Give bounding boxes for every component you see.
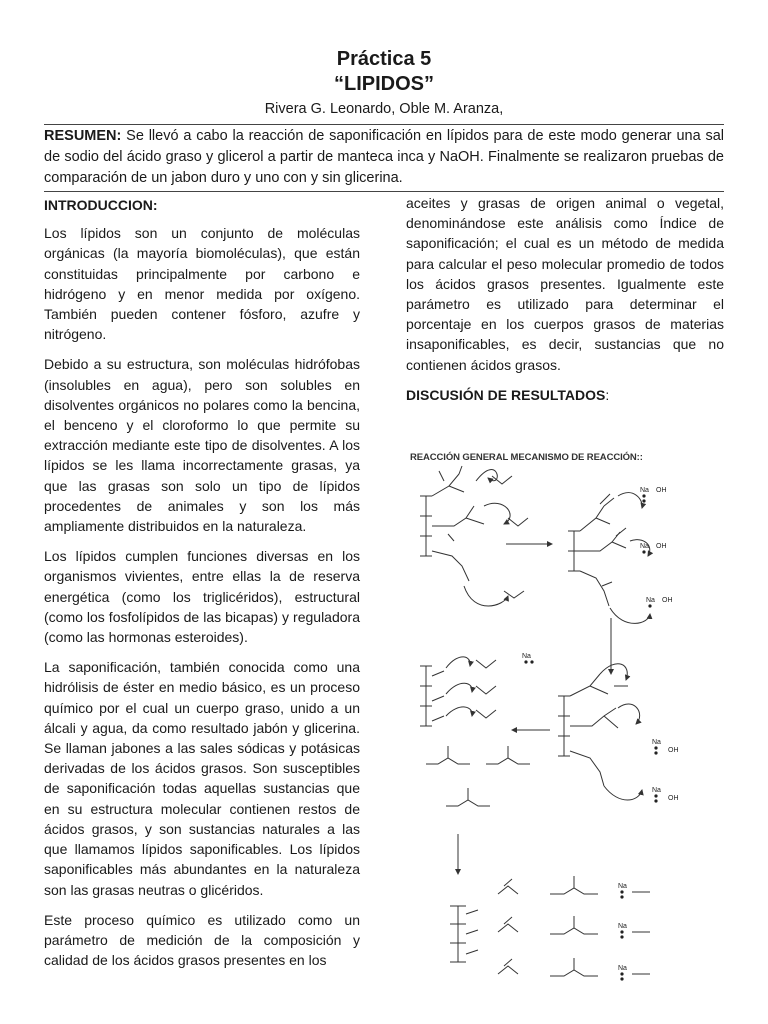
intro-paragraph-4: La saponificación, también conocida como una hidrólisis de éster en medio básico, es un proceso químico por el cual un cuerpo graso, unido a un álcali y agua, da como resultado jabón y glicerina. Se llaman jabones a las sales sódicas y potásicas derivadas de los ácidos grasos. Son susceptibles de saponificación todas aquellas sustancias que en su estructura molecular contienen restos de ácidos grasos, y son sustancias naturales a las que llamamos lípidos saponificables. Los lípidos saponificables más abundantes en la naturaleza son las grasas neutras o glicéridos. <box>44 659 360 898</box>
svg-text:Na: Na <box>640 487 649 494</box>
results-heading-colon: : <box>605 386 610 403</box>
right-column <box>406 193 724 413</box>
glycerol-molecule <box>450 906 478 962</box>
svg-text:Na: Na <box>618 923 627 930</box>
continuation-paragraph: aceites y grasas de origen animal o vegetal, denominándose este análisis como Índice de saponificación; el cual es un método de medida para calcular el peso molecular promedio de todos los ácidos grasos presentes. Igualmente este parámetro es utilizado para determinar el porcentaje en los cuerpos grasos de materias insaponificables, es decir, sustancias que no contienen ácidos grasos. <box>406 195 724 373</box>
triglyceride-molecule <box>420 466 528 606</box>
results-heading-text: DISCUSIÓN DE RESULTADOS <box>406 386 606 403</box>
naoh-labels-stage2 <box>522 653 679 803</box>
alkoxide-intermediate <box>558 664 642 800</box>
intro-paragraph-5: Este proceso químico es utilizado como un parámetro de medición de la composición y calidad de los ácidos grasos presentes en los <box>44 911 360 969</box>
soap-carboxylates <box>550 876 598 976</box>
abstract-label: RESUMEN: <box>44 128 122 144</box>
tetrahedral-intermediate <box>568 493 650 624</box>
figure-title: REACCIÓN GENERAL MECANISMO DE REACCIÓN:: <box>410 452 643 463</box>
abstract-text: Se llevó a cabo la reacción de saponificación en lípidos para de este modo generar una sal de sodio del ácido graso y glicerol a partir de manteca inca y NaOH. Finalmente se realizaron pruebas de comparación de un jabon duro y uno con y sin glicerina. <box>44 128 724 186</box>
naoh-labels-stage3 <box>618 883 627 981</box>
authors-line: Rivera G. Leonardo, Oble M. Aranza, <box>264 101 504 117</box>
svg-text:OH: OH <box>668 747 679 754</box>
svg-text:Na: Na <box>652 787 661 794</box>
svg-text:OH: OH <box>662 597 673 604</box>
svg-text:Na: Na <box>652 739 661 746</box>
document-subtitle: “LIPIDOS” <box>333 73 434 95</box>
svg-text:OH: OH <box>668 795 679 802</box>
introduction-heading: INTRODUCCION: <box>44 197 158 213</box>
hydroxide-groups <box>632 892 650 974</box>
mechanism-diagram <box>404 446 724 1006</box>
naoh-labels-stage1 <box>640 487 673 608</box>
fatty-acid-products <box>426 746 530 806</box>
svg-text:Na: Na <box>640 543 649 550</box>
svg-text:Na: Na <box>618 883 627 890</box>
svg-text:Na: Na <box>618 965 627 972</box>
abstract-bottom-rule <box>44 191 724 192</box>
svg-text:Na: Na <box>522 653 531 660</box>
svg-text:OH: OH <box>656 487 667 494</box>
abstract-section <box>44 126 724 189</box>
glycerol-with-water <box>420 657 496 726</box>
intro-paragraph-2: Debido a su estructura, son moléculas hidrófobas (insolubles en agua), pero son solubles en disolventes orgánicos no polares como la bencina, el benceno y el cloroformo lo que permite su extracción mediante este tipo de disolventes. A los lípidos se les llama incorrectamente grasas, ya que las grasas son solo un tipo de lípidos procedentes de animales y son los más ampliamente distribuidos en la naturaleza. <box>44 356 360 535</box>
water-molecules <box>498 879 518 974</box>
intro-paragraph-3: Los lípidos cumplen funciones diversas en los organismos vivientes, entre ellas la de reserva energética (como los triglicéridos), estructural (como los fosfolípidos de las bicapas) y reguladora (como las hormonas esteroides). <box>44 548 360 646</box>
document-title: Práctica 5 <box>336 48 432 70</box>
svg-text:OH: OH <box>656 543 667 550</box>
svg-text:Na: Na <box>646 597 655 604</box>
left-column <box>44 195 360 980</box>
top-rule <box>44 124 724 125</box>
results-heading <box>406 385 724 405</box>
intro-paragraph-1: Los lípidos son un conjunto de moléculas orgánicas (la mayoría biomoléculas), que están constituidas principalmente por carbono e hidrógeno y en menor medida por oxígeno. También pueden contener fósforo, azufre y nitrógeno. <box>44 225 360 343</box>
reaction-mechanism-figure <box>404 446 724 1006</box>
